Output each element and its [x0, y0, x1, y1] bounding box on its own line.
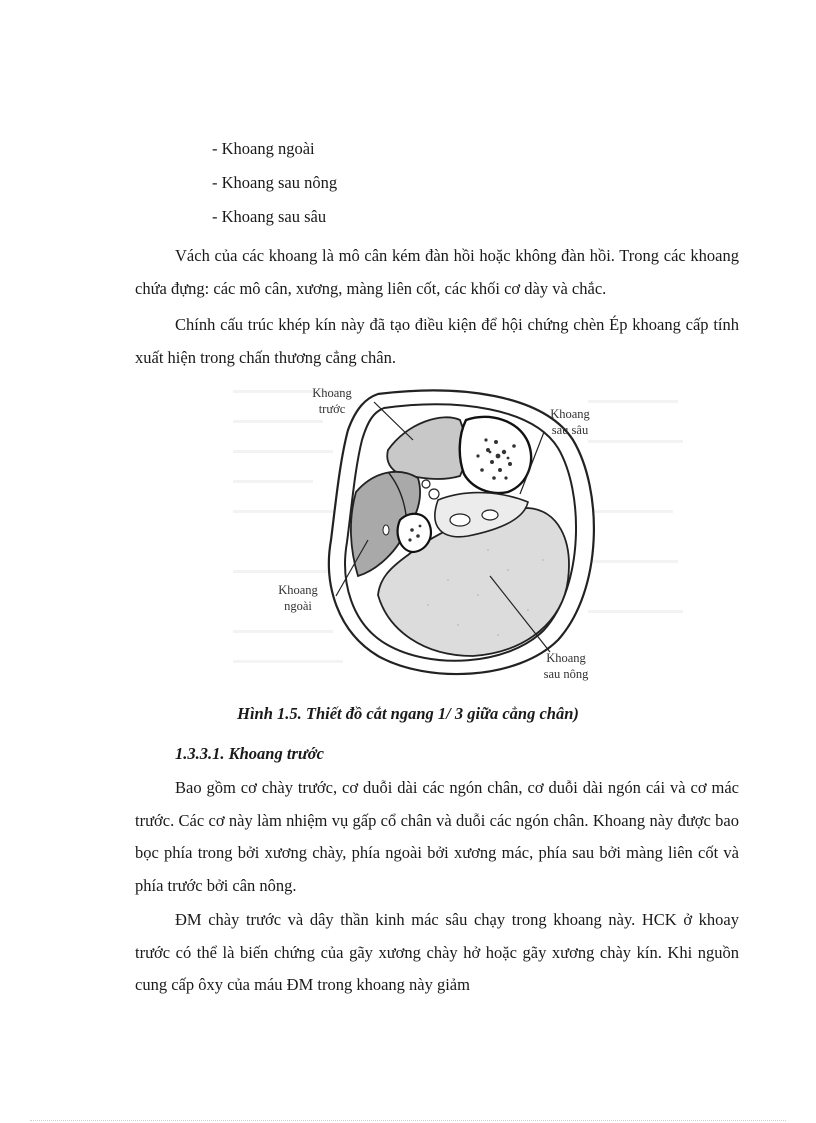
figure-caption: Hình 1.5. Thiết đồ cắt ngang 1/ 3 giữa cẳng chân) — [237, 704, 579, 723]
label-deep-posterior-2: sau sâu — [551, 423, 589, 437]
fibula-bone — [398, 514, 431, 552]
paragraph-compartment-walls: Vách của các khoang là mô cân kém đàn hồi hoặc không đàn hồi. Trong các khoang chứa đựng: các mô cân, xương, màng liên cốt, các khối cơ dày và chắc. — [135, 246, 739, 298]
leg-cross-section-figure — [228, 380, 688, 692]
vessel — [429, 489, 439, 499]
cross-section-diagram — [228, 380, 688, 692]
label-superficial-posterior-2: sau nông — [543, 667, 589, 681]
section-heading: 1.3.3.1. Khoang trước — [175, 744, 324, 763]
vessel — [450, 514, 470, 526]
label-lateral-1: Khoang — [278, 583, 318, 597]
label-superficial-posterior-1: Khoang — [546, 651, 586, 665]
label-deep-posterior-1: Khoang — [550, 407, 590, 421]
paragraph-closed-structure: Chính cấu trúc khép kín này đã tạo điều kiện để hội chứng chèn Ép khoang cấp tính xuất hiện trong chấn thương cẳng chân. — [135, 315, 739, 367]
list-item-lateral: - Khoang ngoài — [212, 139, 315, 158]
list-item-superficial-posterior: - Khoang sau nông — [212, 173, 338, 192]
vessel — [482, 510, 498, 520]
list-item-deep-posterior: - Khoang sau sâu — [212, 207, 327, 226]
paragraph-anterior-artery: ĐM chày trước và dây thần kinh mác sâu chạy trong khoang này. HCK ở khoay trước có thể là biến chứng của gãy xương chày hở hoặc gãy xương chày kín. Khi nguồn cung cấp ôxy của máu ĐM trong khoang này giảm — [135, 910, 739, 994]
paragraph-anterior-compartment: Bao gồm cơ chày trước, cơ duỗi dài các ngón chân, cơ duỗi dài ngón cái và cơ mác trước. Các cơ này làm nhiệm vụ gấp cổ chân và duỗi các ngón chân. Khoang này được bao bọc phía trong bởi xương chày, phía ngoài bởi xương mác, phía sau bởi màng liên cốt và phía trước bởi cân nông. — [135, 778, 739, 895]
vessel — [422, 480, 430, 488]
label-lateral-2: ngoài — [284, 599, 312, 613]
label-anterior-1: Khoang — [312, 386, 352, 400]
label-anterior-2: trước — [318, 402, 346, 416]
nerve — [383, 525, 389, 535]
footer-divider — [30, 1120, 786, 1121]
